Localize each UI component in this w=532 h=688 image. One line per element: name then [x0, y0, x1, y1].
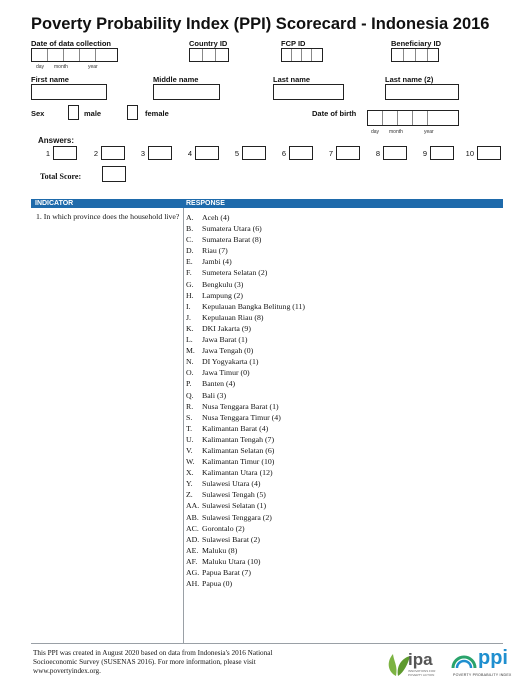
answer-box-2[interactable]: [101, 146, 125, 160]
response-option: [186, 523, 305, 534]
column-divider: [183, 208, 184, 643]
option-text: Maluku Utara (10): [202, 556, 261, 566]
option-key: H.: [186, 290, 194, 300]
male-checkbox[interactable]: [68, 105, 79, 120]
answer-number: 1: [45, 149, 50, 158]
beneficiary-id-field[interactable]: [391, 48, 439, 62]
answer-box-7[interactable]: [336, 146, 360, 160]
option-text: DKI Jakarta (9): [202, 323, 251, 333]
ppi-logo-subtext: POVERTY PROBABILITY INDEX: [453, 673, 512, 677]
option-key: A.: [186, 213, 194, 222]
option-text: Aceh (4): [202, 213, 230, 222]
answers-row: [38, 146, 508, 162]
answer-number: 9: [422, 149, 427, 158]
response-option: [186, 534, 305, 545]
response-option: [186, 423, 305, 434]
response-option: [186, 567, 305, 578]
option-text: Sulawesi Tenggara (2): [202, 512, 272, 522]
option-key: X.: [186, 468, 194, 478]
answer-number: 10: [465, 149, 474, 158]
option-text: Riau (7): [202, 246, 228, 256]
response-option: [186, 556, 305, 567]
option-key: R.: [186, 401, 194, 411]
response-option: [186, 301, 305, 312]
option-text: Sumatera Barat (8): [202, 235, 262, 245]
response-option: [186, 445, 305, 456]
option-key: T.: [186, 423, 193, 433]
option-key: G.: [186, 279, 194, 289]
date-year-label: year: [88, 64, 98, 70]
beneficiary-id-label: Beneficiary ID: [391, 39, 442, 48]
option-key: L.: [186, 335, 193, 345]
answer-number: 5: [234, 149, 239, 158]
option-text: Jawa Timur (0): [202, 368, 250, 378]
date-of-collection-field[interactable]: [31, 48, 118, 62]
answer-number: 4: [187, 149, 192, 158]
date-of-collection-label: Date of data collection: [31, 39, 112, 48]
response-option: [186, 478, 305, 489]
date-day-label: day: [36, 64, 45, 70]
response-option: [186, 545, 305, 556]
response-option: [186, 234, 305, 245]
option-text: Jawa Tengah (0): [202, 346, 254, 356]
option-key: E.: [186, 257, 193, 267]
last-name-field[interactable]: [273, 84, 344, 100]
option-text: Lampung (2): [202, 290, 243, 300]
option-key: C.: [186, 235, 194, 245]
female-checkbox[interactable]: [127, 105, 138, 120]
option-key: W.: [186, 457, 195, 467]
option-key: J.: [186, 312, 191, 322]
option-text: Papua Barat (7): [202, 568, 251, 577]
answer-box-1[interactable]: [53, 146, 77, 160]
response-option: [186, 279, 305, 290]
response-option: [186, 245, 305, 256]
answer-number: 8: [375, 149, 380, 158]
answer-box-5[interactable]: [242, 146, 266, 160]
response-option: [186, 345, 305, 356]
option-key: U.: [186, 434, 194, 444]
question-1: 1. In which province does the household live?: [36, 212, 180, 221]
response-header: RESPONSE: [186, 200, 225, 207]
option-text: Sulawesi Utara (4): [202, 479, 261, 489]
option-text: Kalimantan Tengah (7): [202, 434, 275, 444]
option-text: Sumatera Utara (6): [202, 224, 262, 234]
option-text: DI Yogyakarta (1): [202, 357, 259, 367]
option-key: AE.: [186, 545, 199, 555]
first-name-field[interactable]: [31, 84, 107, 100]
male-label: male: [84, 109, 102, 118]
option-text: Bengkulu (3): [202, 279, 244, 289]
option-key: Z.: [186, 490, 193, 500]
response-option: [186, 489, 305, 500]
fcp-id-label: FCP ID: [281, 39, 306, 48]
option-key: N.: [186, 357, 194, 367]
response-option: [186, 456, 305, 467]
option-key: AC.: [186, 523, 199, 533]
ipa-logo-subtext: INNOVATIONS FOR POVERTY ACTION: [408, 669, 436, 677]
footer-note: This PPI was created in August 2020 based on data from Indonesia's 2016 National Socioeconomic Survey (SUSENAS 2016). For more information, please visit www.povertyindex.org.: [33, 649, 273, 675]
response-option: [186, 401, 305, 412]
dob-year-label: year: [424, 129, 434, 135]
response-option: [186, 578, 305, 589]
response-option: [186, 467, 305, 478]
sex-label: Sex: [31, 109, 45, 118]
response-option: [186, 512, 305, 523]
option-text: Sulawesi Selatan (1): [202, 501, 267, 511]
option-key: AD.: [186, 534, 200, 544]
option-key: O.: [186, 368, 194, 378]
option-text: Sulawesi Tengah (5): [202, 490, 266, 500]
option-text: Gorontalo (2): [202, 523, 245, 533]
response-option: [186, 500, 305, 511]
option-text: Jambi (4): [202, 257, 232, 267]
last-name-2-field[interactable]: [385, 84, 459, 100]
table-bottom-line: [31, 643, 503, 644]
dob-month-label: month: [389, 129, 403, 135]
option-text: Sumetera Selatan (2): [202, 268, 268, 278]
last-name-2-label: Last name (2): [385, 75, 434, 84]
answer-box-4[interactable]: [195, 146, 219, 160]
answer-box-10[interactable]: [477, 146, 501, 160]
option-key: AA.: [186, 501, 200, 511]
date-of-birth-label: Date of birth: [312, 109, 357, 118]
option-text: Jawa Barat (1): [202, 335, 248, 345]
ipa-logo: [384, 648, 446, 678]
answer-box-3[interactable]: [148, 146, 172, 160]
response-option: [186, 267, 305, 278]
answer-box-9[interactable]: [430, 146, 454, 160]
option-key: I.: [186, 301, 191, 311]
option-key: AB.: [186, 512, 199, 522]
option-text: Kalimantan Timur (10): [202, 457, 275, 467]
option-text: Maluku (8): [202, 545, 238, 555]
middle-name-label: Middle name: [153, 75, 199, 84]
option-key: Q.: [186, 390, 194, 400]
answer-number: 7: [328, 149, 333, 158]
response-option: [186, 334, 305, 345]
response-option: [186, 223, 305, 234]
option-key: K.: [186, 323, 194, 333]
answer-number: 2: [93, 149, 98, 158]
ipa-logo-text: ipa: [408, 650, 433, 669]
female-label: female: [145, 109, 169, 118]
first-name-label: First name: [31, 75, 69, 84]
option-key: AF.: [186, 556, 198, 566]
ppi-arc-icon: [451, 648, 477, 670]
response-option: [186, 323, 305, 334]
response-option: [186, 312, 305, 323]
last-name-label: Last name: [273, 75, 311, 84]
response-options: [186, 212, 305, 589]
option-key: M.: [186, 346, 195, 356]
answer-number: 3: [140, 149, 145, 158]
response-option: [186, 390, 305, 401]
middle-name-field[interactable]: [153, 84, 220, 100]
option-key: S.: [186, 412, 193, 422]
date-of-birth-field[interactable]: [367, 110, 459, 126]
answer-box-6[interactable]: [289, 146, 313, 160]
option-key: F.: [186, 268, 192, 278]
indicator-header: INDICATOR: [35, 200, 74, 207]
dob-day-label: day: [371, 129, 380, 135]
answer-box-8[interactable]: [383, 146, 407, 160]
option-text: Nusa Tenggara Timur (4): [202, 412, 281, 422]
table-header: [31, 199, 503, 208]
option-key: V.: [186, 445, 193, 455]
total-score-label: Total Score:: [40, 172, 82, 181]
option-key: D.: [186, 246, 194, 256]
total-score-box[interactable]: [102, 166, 126, 182]
option-text: Kalimantan Utara (12): [202, 468, 273, 478]
answers-label: Answers:: [38, 136, 75, 145]
ppi-logo-text: ppi: [478, 647, 508, 669]
country-id-label: Country ID: [189, 39, 228, 48]
option-text: Kalimantan Selatan (6): [202, 445, 275, 455]
option-text: Bali (3): [202, 390, 227, 400]
option-text: Banten (4): [202, 379, 236, 389]
option-text: Nusa Tenggara Barat (1): [202, 401, 279, 411]
fcp-id-field[interactable]: [281, 48, 323, 62]
date-month-label: month: [54, 64, 68, 70]
option-key: P.: [186, 379, 192, 389]
answer-number: 6: [281, 149, 286, 158]
option-key: Y.: [186, 479, 193, 489]
option-text: Kepulauan Riau (8): [202, 312, 264, 322]
option-key: B.: [186, 224, 194, 234]
response-option: [186, 412, 305, 423]
page-title: Poverty Probability Index (PPI) Scorecard - Indonesia 2016: [31, 15, 490, 33]
option-text: Kalimantan Barat (4): [202, 423, 269, 433]
response-option: [186, 367, 305, 378]
response-option: [186, 434, 305, 445]
option-text: Sulawesi Barat (2): [202, 534, 261, 544]
response-option: [186, 356, 305, 367]
response-option: [186, 256, 305, 267]
option-text: Kepulauan Bangka Belitung (11): [202, 301, 305, 311]
response-option: [186, 212, 305, 223]
response-option: [186, 378, 305, 389]
ppi-logo: [451, 648, 523, 682]
response-option: [186, 290, 305, 301]
option-text: Papua (0): [202, 579, 233, 589]
option-key: AH.: [186, 579, 200, 589]
country-id-field[interactable]: [189, 48, 229, 62]
option-key: AG.: [186, 568, 200, 577]
